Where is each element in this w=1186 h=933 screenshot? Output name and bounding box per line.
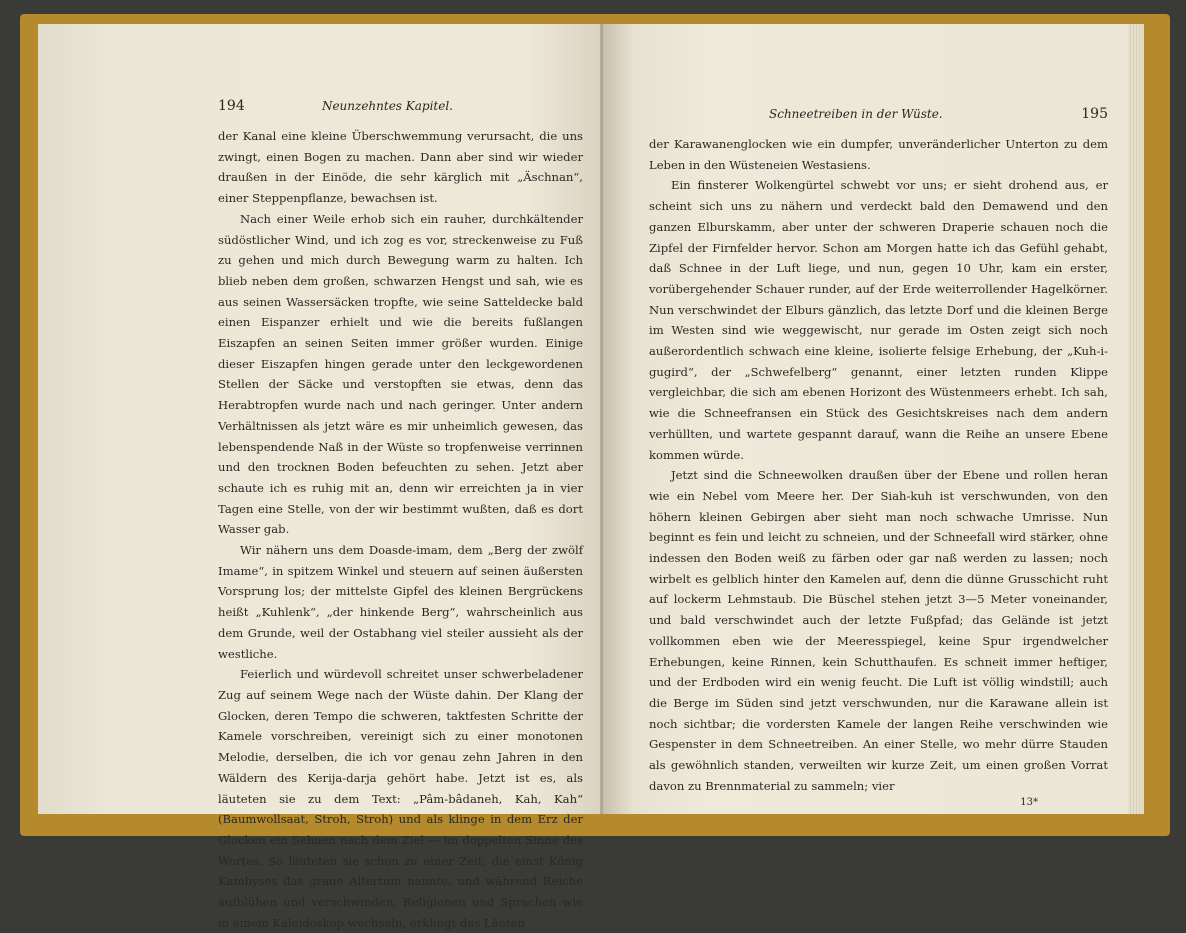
left-page-text [218, 126, 583, 933]
running-title: Neunzehntes Kapitel. [321, 99, 453, 113]
page-number: 195 [1081, 106, 1108, 122]
left-page [38, 24, 613, 930]
paragraph: Wir nähern uns dem Doasde-imam, dem „Berg der zwölf Imame“, in spitzem Winkel und steuern auf seinen äußersten Vorsprung los; der mittelste Gipfel des kleinen Bergrückens heißt „Kuhlenk“, „der hinkende Berg“, wahrscheinlich aus dem Grunde, weil der Ostabhang viel steiler aussieht als der westliche. [218, 543, 583, 661]
paragraph: Ein finsterer Wolkengürtel schwebt vor uns; er sieht drohend aus, er scheint sich uns zu nähern und verdeckt bald den Demawend und den ganzen Elburskamm, aber unter der schweren Draperie schauen noch die Zipfel der Firnfelder hervor. Schon am Morgen hatte ich das Gefühl gehabt, daß Schnee in der Luft liege, und nun, gegen 10 Uhr, kam ein erster, vorübergehender Schauer runder, auf der Erde weiterrollender Hagelkörner. Nun verschwindet der Elburs gänzlich, das letzte Dorf und die kleinen Berge im Westen sind wie weggewischt, nur gerade im Osten zeigt sich noch außerordentlich schwach eine kleine, isolierte felsige Erhebung, der „Kuh-i-gugird“, der „Schwefelberg“ genannt, einer letzten runden Klippe vergleichbar, die sich am ebenen Horizont des Wüstenmeers erhebt. Ich sah, wie die Schneefransen ein Stück des Gesichtskreises nach dem andern verhüllten, und wartete gespannt darauf, wann die Reihe an unsere Ebene kommen würde. [649, 178, 1108, 462]
paragraph: der Kanal eine kleine Überschwemmung verursacht, die uns zwingt, einen Bogen zu machen. Dann aber sind wir wieder draußen in der Einöde, die sehr kärglich mit „Äschnan“, einer Steppenpflanze, bewachsen ist. [218, 129, 583, 206]
running-title: Schneetreiben in der Wüste. [769, 107, 943, 121]
page-number: 194 [218, 98, 245, 114]
right-page-header [649, 106, 1108, 122]
paragraph: Feierlich und würdevoll schreitet unser schwerbeladener Zug auf seinem Wege nach der Wüste dahin. Der Klang der Glocken, deren Tempo die schweren, taktfesten Schritte der Kamele vorschreiben, vereinigt sich zu einer monotonen Melodie, derselben, die ich vor genau zehn Jahren in den Wäldern des Kerija-darja gehört habe. Jetzt ist es, als läuteten sie zu dem Text: „Pâm-bâdaneh, Kah, Kah“ (Baumwollsaat, Stroh, Stroh) und als klinge in dem Erz der Glocken ein Sehnen nach dem Ziel — im doppelten Sinne des Wortes. So läuteten sie schon zu einer Zeit, die einst König Kambyses das graue Altertum nannte, und während Reiche aufblühen und verschwinden, Religionen und Sprachen wie in einem Kaleidoskop wechseln, erklingt das Läuten [218, 667, 583, 930]
page-edges-right [1128, 24, 1144, 814]
left-page-header [218, 98, 583, 114]
signature-mark: 13* [1020, 796, 1038, 808]
paragraph: der Karawanenglocken wie ein dumpfer, unveränderlicher Unterton zu dem Leben in den Wüsteneien Westasiens. [649, 137, 1108, 172]
paragraph: Jetzt sind die Schneewolken draußen über der Ebene und rollen heran wie ein Nebel vom Meere her. Der Siah-kuh ist verschwunden, von den höhern kleinen Gebirgen aber sieht man noch schwache Umrisse. Nun beginnt es fein und leicht zu schneien, und der Schneefall wird stärker, ohne indessen den Boden weiß zu färben oder gar naß werden zu lassen; noch wirbelt es gelblich hinter den Kamelen auf, denn die dünne Grusschicht ruht auf lockerm Lehmstaub. Die Büschel stehen jetzt 3—5 Meter voneinander, und bald verschwindet auch der letzte Fußpfad; das Gelände ist jetzt vollkommen eben wie der Meeresspiegel, keine Spur irgendwelcher Erhebungen, keine Rinnen, kein Schutthaufen. Es schneit immer heftiger, und der Erdboden wird ein wenig feucht. Die Luft ist völlig windstill; auch die Berge im Süden sind jetzt verschwunden, nur die Karawane allein ist noch sichtbar; die vordersten Kamele der langen Reihe verschwinden wie Gespenster in dem Schneetreiben. An einer Stelle, wo mehr dürre Stauden als gewöhnlich standen, verweilten wir kurze Zeit, um einen großen Vorrat davon zu Brennmaterial zu sammeln; vier [649, 468, 1108, 793]
right-page-text [649, 134, 1108, 797]
paragraph: Nach einer Weile erhob sich ein rauher, durchkältender südöstlicher Wind, und ich zog es vor, streckenweise zu Fuß zu gehen und mich durch Bewegung warm zu halten. Ich blieb neben dem großen, schwarzen Hengst und sah, wie es aus seinen Wassersäcken tropfte, wie seine Satteldecke bald einen Eispanzer erhielt und wie die bereits fußlangen Eiszapfen an seinen Seiten immer größer wurden. Einige dieser Eiszapfen hingen gerade unter den leckgewordenen Stellen der Säcke und verstopften sie etwas, denn das Herabtropfen wurde nach und nach geringer. Unter andern Verhältnissen als jetzt wäre es mir unheimlich gewesen, das lebenspendende Naß in der Wüste so tropfenweise verrinnen und den trocknen Boden befeuchten zu sehen. Jetzt aber schaute ich es ruhig mit an, denn wir erreichten ja in vier Tagen eine Stelle, von der wir bestimmt wußten, daß es dort Wasser gab. [218, 211, 583, 537]
right-page [603, 24, 1128, 814]
